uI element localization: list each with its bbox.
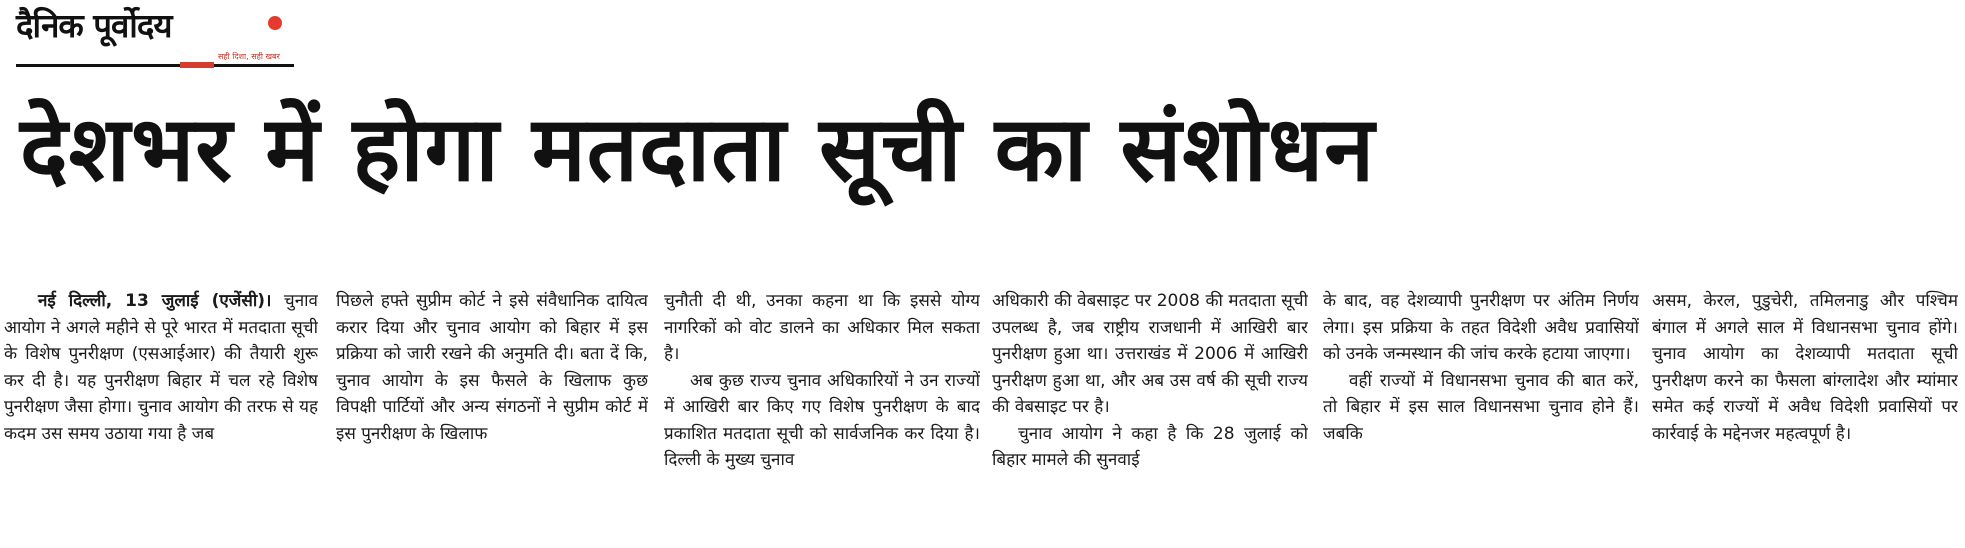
article-column-6 — [1652, 288, 1958, 548]
masthead-accent — [180, 62, 214, 68]
masthead-rule — [16, 64, 294, 67]
article-column-1 — [4, 288, 318, 548]
article-paragraph: अधिकारी की वेबसाइट पर 2008 की मतदाता सूची उपलब्ध है, जब राष्ट्रीय राजधानी में आखिरी बार पुनरीक्षण हुआ था। उत्तराखंड में 2006 में आखिरी पुनरीक्षण हुआ था, और अब उस वर्ष की सूची राज्य की वेबसाइट पर है। — [992, 291, 1308, 417]
article-dateline: नई दिल्ली, 13 जुलाई (एजेंसी)। — [38, 291, 272, 311]
article-paragraph: चुनौती दी थी, उनका कहना था कि इससे योग्य नागरिकों को वोट डालने का अधिकार मिल सकता है। — [664, 291, 980, 364]
article-paragraph: पिछले हफ्ते सुप्रीम कोर्ट ने इसे संवैधानिक दायित्व करार दिया और चुनाव आयोग को बिहार में इस प्रक्रिया को जारी रखने की अनुमति दी। बता दें कि, चुनाव आयोग के इस फैसले के खिलाफ कुछ विपक्षी पार्टियों और अन्य संगठनों ने सुप्रीम कोर्ट में इस पुनरीक्षण के खिलाफ — [336, 291, 648, 444]
article-paragraph: के बाद, वह देशव्यापी पुनरीक्षण पर अंतिम निर्णय लेगा। इस प्रक्रिया के तहत विदेशी अवैध प्रवासियों को उनके जन्मस्थान की जांच करके हटाया जाएगा। — [1323, 291, 1639, 364]
article-headline: देशभर में होगा मतदाता सूची का संशोधन — [20, 97, 1376, 202]
newspaper-logo: दैनिक पूर्वोदय — [16, 6, 172, 45]
article-column-5 — [1323, 288, 1639, 548]
article-text: चुनाव आयोग ने अगले महीने से पूरे भारत में मतदाता सूची के विशेष पुनरीक्षण (एसआईआर) की तैयारी शुरू कर दी है। यह पुनरीक्षण बिहार में चल रहे विशेष पुनरीक्षण जैसा होगा। चुनाव आयोग की तरफ से यह कदम उस समय उठाया गया है जब — [4, 291, 318, 444]
article-column-4 — [992, 288, 1308, 548]
logo-sun-icon — [268, 16, 282, 30]
article-column-3 — [664, 288, 980, 548]
newspaper-tagline: सही दिशा, सही खबर — [218, 52, 280, 61]
article-paragraph: अब कुछ राज्य चुनाव अधिकारियों ने उन राज्यों में आखिरी बार किए गए विशेष पुनरीक्षण के बाद प्रकाशित मतदाता सूची को सार्वजनिक कर दिया है। दिल्ली के मुख्य चुनाव — [664, 370, 980, 470]
article-paragraph — [4, 288, 318, 447]
article-paragraph: वहीं राज्यों में विधानसभा चुनाव की बात करें, तो बिहार में इस साल विधानसभा चुनाव होने हैं। जबकि — [1323, 370, 1639, 444]
article-paragraph: चुनाव आयोग ने कहा है कि 28 जुलाई को बिहार मामले की सुनवाई — [992, 423, 1308, 470]
article-column-2 — [336, 288, 648, 548]
masthead — [14, 2, 292, 70]
article-paragraph: असम, केरल, पुडुचेरी, तमिलनाडु और पश्चिम बंगाल में अगले साल में विधानसभा चुनाव होंगे। चुनाव आयोग का देशव्यापी मतदाता सूची पुनरीक्षण करने का फैसला बांग्लादेश और म्यांमार समेत कई राज्यों में अवैध विदेशी प्रवासियों पर कार्रवाई के मद्देनजर महत्वपूर्ण है। — [1652, 291, 1958, 444]
